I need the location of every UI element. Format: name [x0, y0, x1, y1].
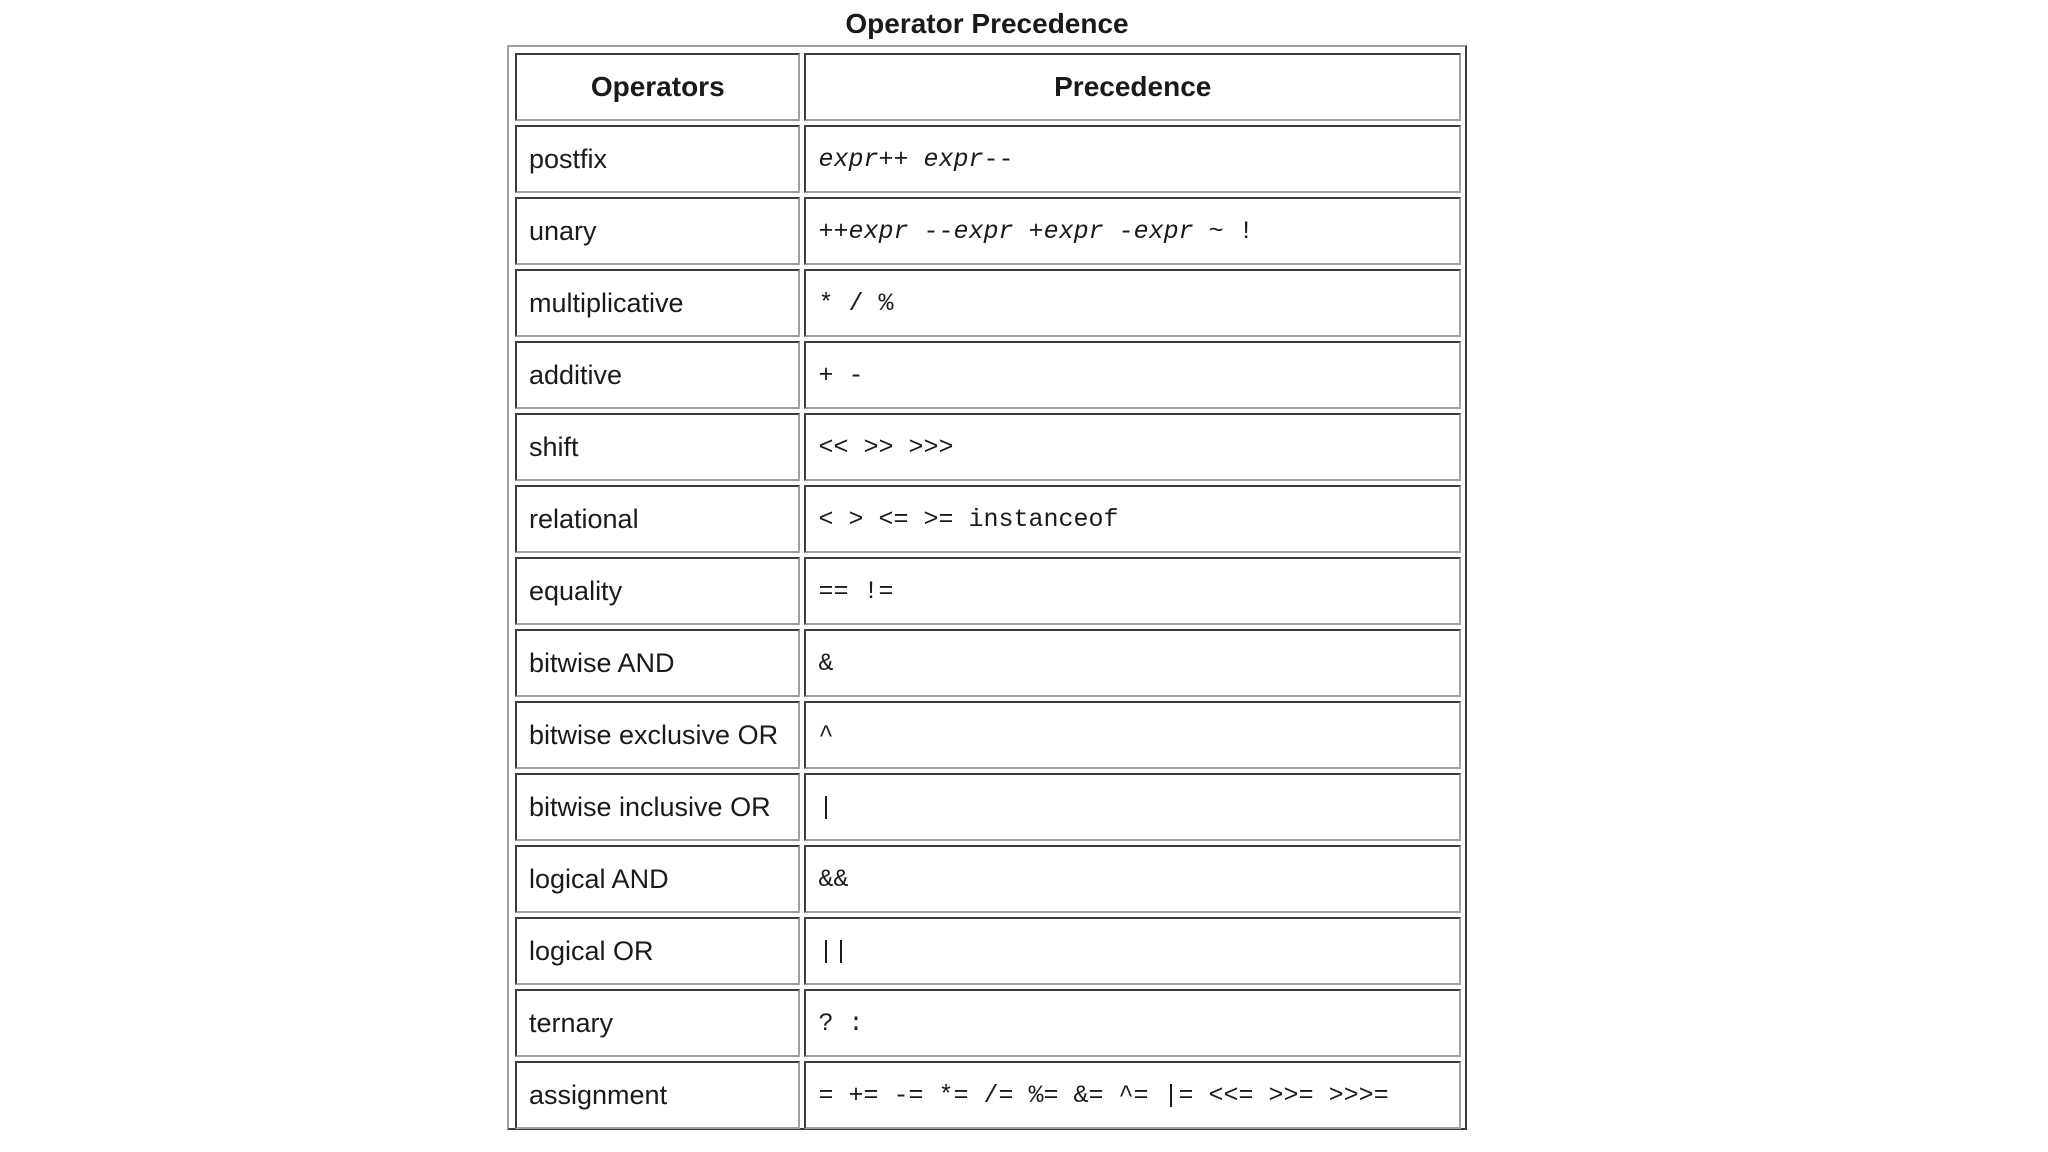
table-row — [515, 341, 1461, 409]
table-row — [515, 197, 1461, 265]
operator-category: logical OR — [515, 917, 800, 985]
operator-syntax: == != — [804, 557, 1461, 625]
table-body — [515, 125, 1461, 1129]
table-row — [515, 917, 1461, 985]
operator-syntax: || — [804, 917, 1461, 985]
table-row — [515, 629, 1461, 697]
operator-category: postfix — [515, 125, 800, 193]
column-header-precedence: Precedence — [804, 53, 1461, 121]
operator-syntax: & — [804, 629, 1461, 697]
table-row — [515, 485, 1461, 553]
operator-syntax: ++expr --expr +expr -expr ~ ! — [804, 197, 1461, 265]
operator-syntax: << >> >>> — [804, 413, 1461, 481]
operator-category: logical AND — [515, 845, 800, 913]
precedence-table-frame — [507, 45, 1467, 1130]
operator-category: multiplicative — [515, 269, 800, 337]
operator-syntax: expr++ expr-- — [804, 125, 1461, 193]
operator-category: relational — [515, 485, 800, 553]
operator-category: ternary — [515, 989, 800, 1057]
operator-category: shift — [515, 413, 800, 481]
operator-category: bitwise inclusive OR — [515, 773, 800, 841]
table-row — [515, 125, 1461, 193]
operator-category: unary — [515, 197, 800, 265]
operator-syntax: ? : — [804, 989, 1461, 1057]
operator-syntax: * / % — [804, 269, 1461, 337]
precedence-table — [511, 49, 1465, 1133]
operator-syntax: < > <= >= instanceof — [804, 485, 1461, 553]
table-row — [515, 1061, 1461, 1129]
operator-syntax: ^ — [804, 701, 1461, 769]
operator-syntax: = += -= *= /= %= &= ^= |= <<= >>= >>>= — [804, 1061, 1461, 1129]
operator-category: equality — [515, 557, 800, 625]
operator-syntax: | — [804, 773, 1461, 841]
table-row — [515, 989, 1461, 1057]
table-row — [515, 413, 1461, 481]
table-caption: Operator Precedence — [845, 8, 1129, 39]
table-row — [515, 773, 1461, 841]
operator-category: bitwise exclusive OR — [515, 701, 800, 769]
operator-category: assignment — [515, 1061, 800, 1129]
operator-category: bitwise AND — [515, 629, 800, 697]
table-row — [515, 269, 1461, 337]
table-row — [515, 701, 1461, 769]
column-header-operators: Operators — [515, 53, 800, 121]
operator-syntax: + - — [804, 341, 1461, 409]
table-row — [515, 845, 1461, 913]
operator-syntax: && — [804, 845, 1461, 913]
table-row — [515, 557, 1461, 625]
operator-category: additive — [515, 341, 800, 409]
header-row — [515, 53, 1461, 121]
